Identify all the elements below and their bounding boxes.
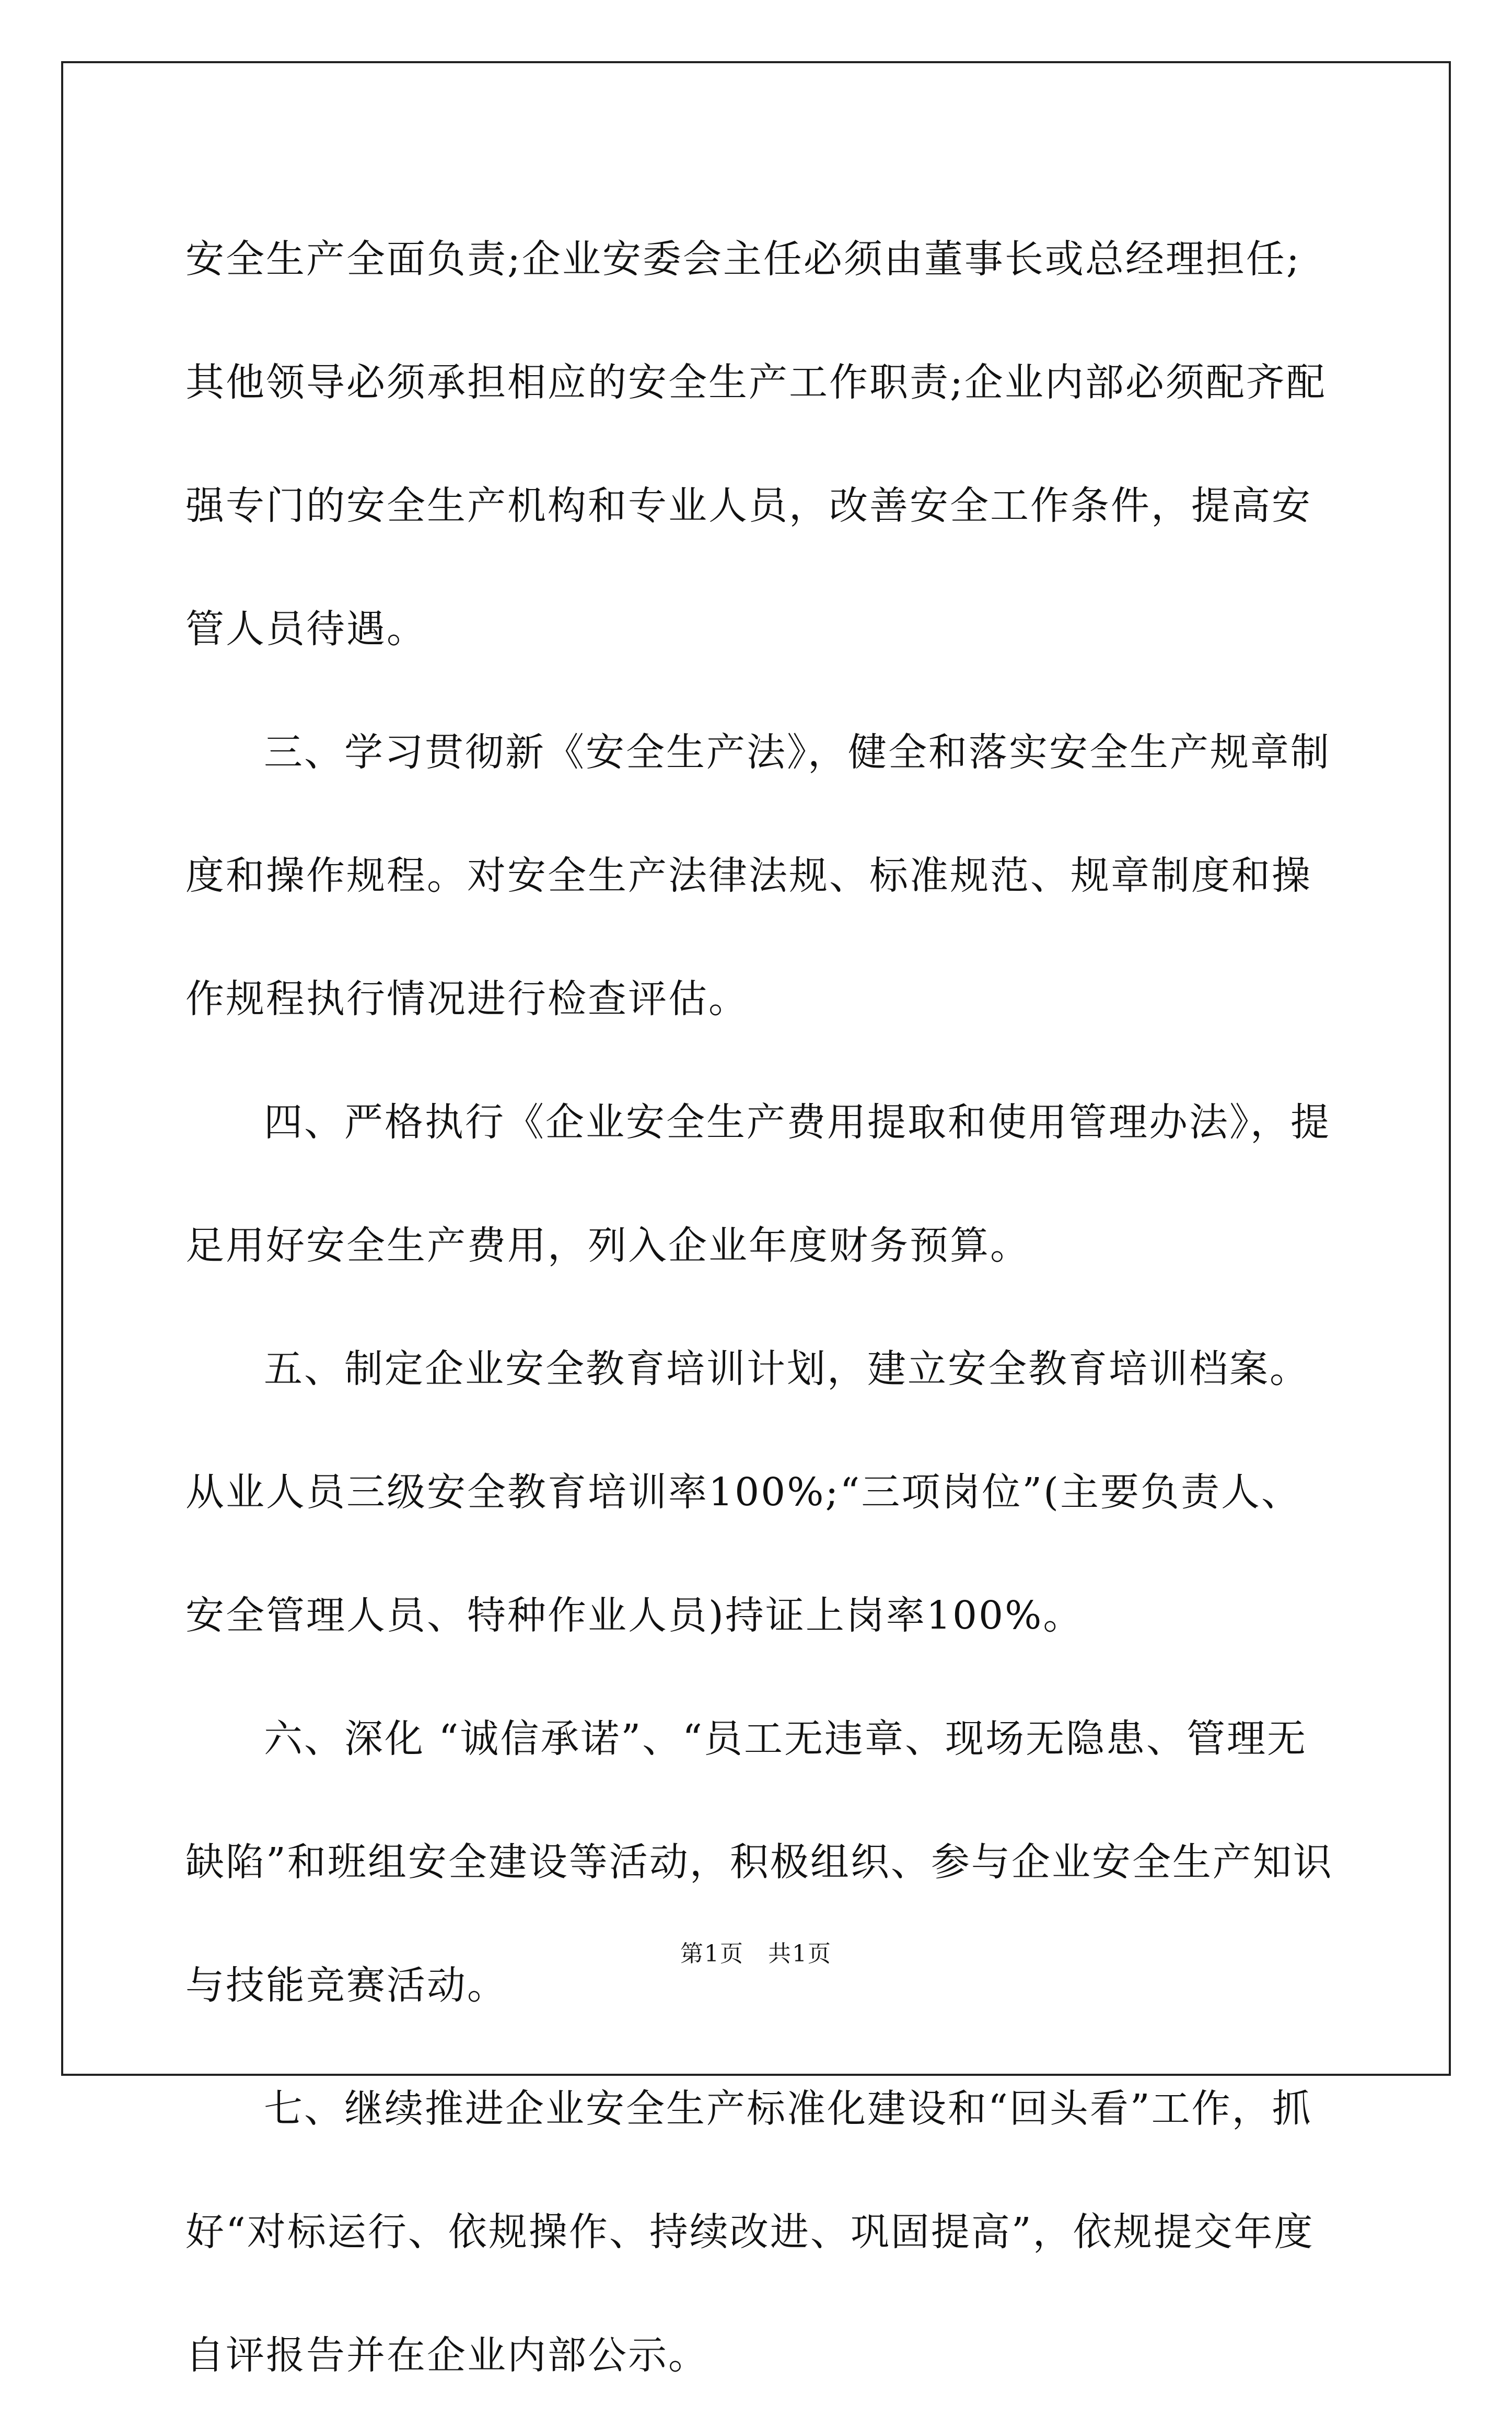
paragraph-continuation: 安全生产全面负责;企业安委会主任必须由董事长或总经理担任;其他领导必须承担相应的安全生产工作职责;企业内部必须配齐配强专门的安全生产机构和专业人员，改善安全工作条件，提高安管人员待遇。: [185, 237, 1327, 652]
paragraph-item-3: 三、学习贯彻新《安全生产法》，健全和落实安全生产规章制度和操作规程。对安全生产法律法规、标准规范、规章制度和操作规程执行情况进行检查评估。: [185, 730, 1331, 1021]
document-body: [185, 197, 1335, 2417]
paragraph-item-7: 七、继续推进企业安全生产标准化建设和“回头看”工作，抓好“对标运行、依规操作、持续改进、巩固提高”，依规提交年度自评报告并在企业内部公示。: [185, 2086, 1315, 2378]
paragraph-item-5: 五、制定企业安全教育培训计划，建立安全教育培训档案。从业人员三级安全教育培训率100%;“三项岗位”(主要负责人、安全管理人员、特种作业人员)持证上岗率100%。: [185, 1346, 1310, 1638]
page-number-footer: 第1页 共1页: [680, 1940, 832, 1967]
paragraph-item-4: 四、严格执行《企业安全生产费用提取和使用管理办法》，提足用好安全生产费用，列入企业年度财务预算。: [185, 1100, 1331, 1268]
paragraph-item-6: 六、深化 “诚信承诺”、“员工无违章、现场无隐患、管理无缺陷”和班组安全建设等活动，积极组织、参与企业安全生产知识与技能竞赛活动。: [185, 1716, 1333, 2008]
